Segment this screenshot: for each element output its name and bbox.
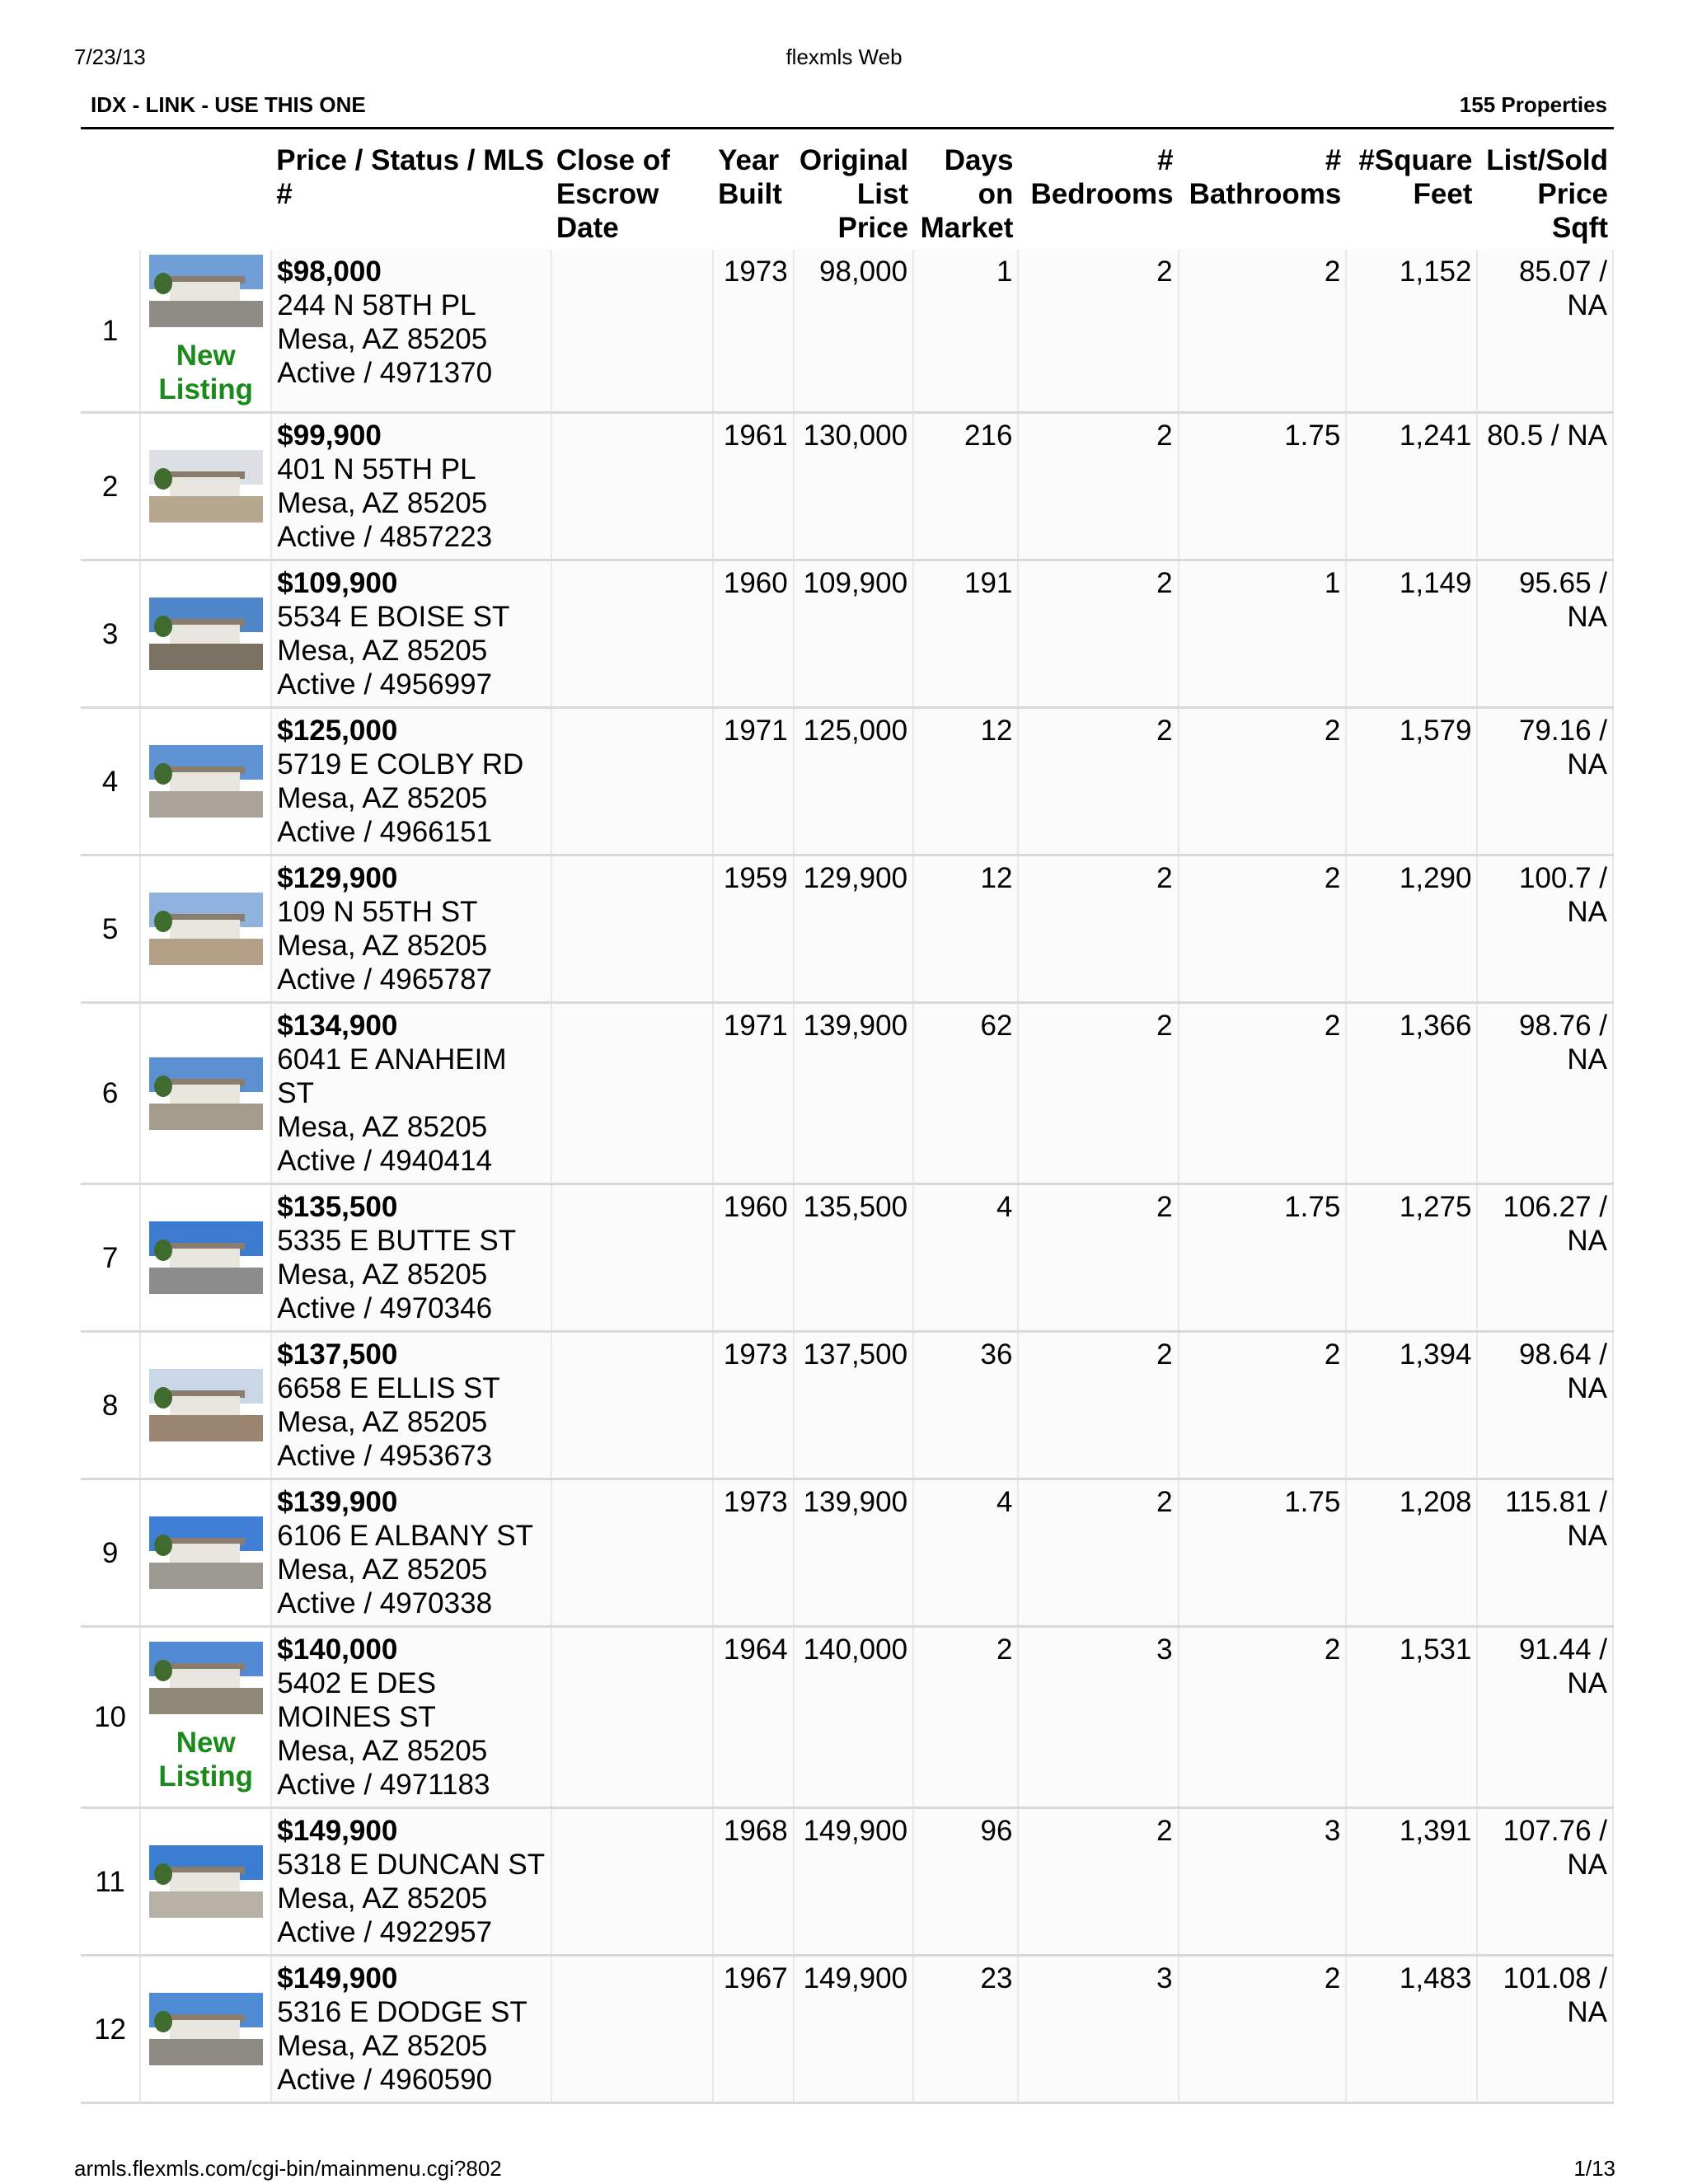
listing-photo[interactable] xyxy=(149,598,263,670)
listing-photo[interactable] xyxy=(149,1221,263,1294)
photo-house xyxy=(170,282,241,301)
photo-ground xyxy=(149,2039,263,2065)
listing-photo[interactable] xyxy=(149,1516,263,1589)
bedrooms: 2 xyxy=(1018,1479,1178,1627)
square-feet: 1,366 xyxy=(1346,1003,1477,1184)
col-bedrooms[interactable]: # Bedrooms xyxy=(1030,144,1174,210)
original-list-price: 98,000 xyxy=(794,250,913,413)
listing-address[interactable]: 5534 E BOISE ST xyxy=(277,601,510,633)
listing-photo-cell xyxy=(140,1332,271,1479)
photo-ground xyxy=(149,496,263,523)
listing-info xyxy=(271,560,551,708)
photo-house xyxy=(170,1872,241,1891)
listing-city: Mesa, AZ 85205 xyxy=(277,487,488,519)
bathrooms: 2 xyxy=(1179,1956,1347,2103)
listing-price[interactable]: $137,500 xyxy=(277,1338,398,1371)
days-on-market: 216 xyxy=(913,413,1018,560)
bathrooms: 2 xyxy=(1179,1627,1347,1808)
days-on-market: 191 xyxy=(913,560,1018,708)
original-list-price: 149,900 xyxy=(794,1956,913,2103)
days-on-market: 23 xyxy=(913,1956,1018,2103)
bathrooms: 2 xyxy=(1179,1003,1347,1184)
listing-photo[interactable] xyxy=(149,1369,263,1441)
original-list-price: 125,000 xyxy=(794,708,913,855)
square-feet: 1,391 xyxy=(1346,1808,1477,1956)
listing-address[interactable]: 5335 E BUTTE ST xyxy=(277,1225,517,1257)
listing-price[interactable]: $129,900 xyxy=(277,862,398,894)
days-on-market: 2 xyxy=(913,1627,1018,1808)
close-escrow-date xyxy=(551,1332,713,1479)
square-feet: 1,290 xyxy=(1346,855,1477,1003)
listing-info xyxy=(271,1956,551,2103)
col-list-sold-sqft[interactable]: List/Sold Price Sqft xyxy=(1486,144,1608,244)
listing-price[interactable]: $99,900 xyxy=(277,419,382,452)
table-row[interactable] xyxy=(81,1627,1613,1808)
year-built: 1961 xyxy=(713,413,794,560)
row-number: 2 xyxy=(81,413,140,560)
table-row[interactable] xyxy=(81,708,1613,855)
col-days-on-market[interactable]: Days on Market xyxy=(920,144,1014,244)
year-built: 1973 xyxy=(713,250,794,413)
listing-photo-cell xyxy=(140,413,271,560)
square-feet: 1,579 xyxy=(1346,708,1477,855)
listing-price[interactable]: $134,900 xyxy=(277,1010,398,1042)
new-listing-badge: New Listing xyxy=(158,1726,254,1793)
list-sold-price-sqft: 106.27 / NA xyxy=(1477,1184,1613,1332)
listing-body xyxy=(81,250,1613,2103)
listing-price[interactable]: $125,000 xyxy=(277,715,398,747)
listing-status-mls: Active / 4956997 xyxy=(277,668,493,701)
listing-photo[interactable] xyxy=(149,893,263,965)
list-sold-price-sqft: 98.64 / NA xyxy=(1477,1332,1613,1479)
listing-photo-cell xyxy=(140,1184,271,1332)
table-row[interactable] xyxy=(81,1184,1613,1332)
header-row xyxy=(81,140,1613,250)
photo-tree xyxy=(154,273,172,294)
days-on-market: 36 xyxy=(913,1332,1018,1479)
photo-tree xyxy=(154,1535,172,1556)
original-list-price: 109,900 xyxy=(794,560,913,708)
listing-photo-cell xyxy=(140,250,271,413)
col-year-built[interactable]: Year Built xyxy=(718,144,782,210)
days-on-market: 1 xyxy=(913,250,1018,413)
photo-ground xyxy=(149,1415,263,1441)
photo-house xyxy=(170,1085,241,1104)
photo-tree xyxy=(154,763,172,785)
listing-info xyxy=(271,1332,551,1479)
photo-house xyxy=(170,1669,241,1688)
listing-status-mls: Active / 4971370 xyxy=(277,357,493,389)
print-date: 7/23/13 xyxy=(74,45,146,69)
photo-tree xyxy=(154,616,172,637)
listing-status-mls: Active / 4970338 xyxy=(277,1587,493,1619)
listing-price[interactable]: $135,500 xyxy=(277,1191,398,1223)
listing-city: Mesa, AZ 85205 xyxy=(277,1406,488,1438)
original-list-price: 149,900 xyxy=(794,1808,913,1956)
table-row[interactable] xyxy=(81,250,1613,413)
listing-city: Mesa, AZ 85205 xyxy=(277,1554,488,1586)
close-escrow-date xyxy=(551,1479,713,1627)
square-feet: 1,241 xyxy=(1346,413,1477,560)
square-feet: 1,531 xyxy=(1346,1627,1477,1808)
square-feet: 1,394 xyxy=(1346,1332,1477,1479)
listing-city: Mesa, AZ 85205 xyxy=(277,1111,488,1143)
table-row[interactable] xyxy=(81,413,1613,560)
table-row[interactable] xyxy=(81,855,1613,1003)
square-feet: 1,208 xyxy=(1346,1479,1477,1627)
original-list-price: 130,000 xyxy=(794,413,913,560)
listing-city: Mesa, AZ 85205 xyxy=(277,782,488,814)
bathrooms: 2 xyxy=(1179,708,1347,855)
photo-tree xyxy=(154,1387,172,1408)
row-number: 9 xyxy=(81,1479,140,1627)
year-built: 1971 xyxy=(713,1003,794,1184)
original-list-price: 137,500 xyxy=(794,1332,913,1479)
close-escrow-date xyxy=(551,708,713,855)
listing-photo[interactable] xyxy=(149,1642,263,1714)
report-header xyxy=(81,91,1614,129)
listing-photo-cell xyxy=(140,1003,271,1184)
year-built: 1964 xyxy=(713,1627,794,1808)
close-escrow-date xyxy=(551,1184,713,1332)
listing-address[interactable]: 401 N 55TH PL xyxy=(277,453,476,485)
listing-city: Mesa, AZ 85205 xyxy=(277,930,488,962)
col-original-list-price[interactable]: Original List Price xyxy=(799,144,909,244)
listing-info xyxy=(271,708,551,855)
photo-ground xyxy=(149,1268,263,1294)
year-built: 1959 xyxy=(713,855,794,1003)
square-feet: 1,275 xyxy=(1346,1184,1477,1332)
listing-photo-cell xyxy=(140,560,271,708)
list-sold-price-sqft: 95.65 / NA xyxy=(1477,560,1613,708)
photo-tree xyxy=(154,1240,172,1261)
col-price-status-mls[interactable]: Price / Status / MLS # xyxy=(276,144,545,210)
listing-address[interactable]: 6658 E ELLIS ST xyxy=(277,1372,500,1404)
close-escrow-date xyxy=(551,413,713,560)
days-on-market: 12 xyxy=(913,855,1018,1003)
photo-house xyxy=(170,1544,241,1563)
listing-info xyxy=(271,855,551,1003)
table-row[interactable] xyxy=(81,1332,1613,1479)
close-escrow-date xyxy=(551,1627,713,1808)
row-number: 8 xyxy=(81,1332,140,1479)
listing-price[interactable]: $98,000 xyxy=(277,255,382,288)
days-on-market: 4 xyxy=(913,1479,1018,1627)
original-list-price: 139,900 xyxy=(794,1479,913,1627)
row-number: 10 xyxy=(81,1627,140,1808)
bedrooms: 2 xyxy=(1018,1184,1178,1332)
row-number: 3 xyxy=(81,560,140,708)
close-escrow-date xyxy=(551,1003,713,1184)
row-number: 6 xyxy=(81,1003,140,1184)
bathrooms: 3 xyxy=(1179,1808,1347,1956)
bedrooms: 2 xyxy=(1018,413,1178,560)
listing-photo[interactable] xyxy=(149,1845,263,1918)
listing-status-mls: Active / 4960590 xyxy=(277,2064,493,2096)
listing-info xyxy=(271,1479,551,1627)
listing-photo-cell xyxy=(140,708,271,855)
bedrooms: 3 xyxy=(1018,1956,1178,2103)
listing-info xyxy=(271,1808,551,1956)
report-title: IDX - LINK - USE THIS ONE xyxy=(91,92,366,117)
bedrooms: 2 xyxy=(1018,708,1178,855)
square-feet: 1,483 xyxy=(1346,1956,1477,2103)
original-list-price: 139,900 xyxy=(794,1003,913,1184)
days-on-market: 4 xyxy=(913,1184,1018,1332)
photo-house xyxy=(170,1249,241,1268)
bedrooms: 2 xyxy=(1018,250,1178,413)
row-number: 12 xyxy=(81,1956,140,2103)
listing-status-mls: Active / 4953673 xyxy=(277,1440,493,1472)
photo-house xyxy=(170,2020,241,2039)
listing-status-mls: Active / 4970346 xyxy=(277,1292,493,1324)
list-sold-price-sqft: 80.5 / NA xyxy=(1477,413,1613,560)
listing-address[interactable]: 6106 E ALBANY ST xyxy=(277,1520,533,1552)
listing-info xyxy=(271,1184,551,1332)
close-escrow-date xyxy=(551,1808,713,1956)
list-sold-price-sqft: 79.16 / NA xyxy=(1477,708,1613,855)
listing-status-mls: Active / 4971183 xyxy=(277,1769,490,1801)
listing-city: Mesa, AZ 85205 xyxy=(277,1258,488,1291)
list-sold-price-sqft: 98.76 / NA xyxy=(1477,1003,1613,1184)
photo-house xyxy=(170,920,241,939)
photo-ground xyxy=(149,1891,263,1918)
listing-info xyxy=(271,413,551,560)
photo-tree xyxy=(154,911,172,932)
listing-city: Mesa, AZ 85205 xyxy=(277,1882,488,1915)
col-photo xyxy=(140,140,271,250)
listing-address[interactable]: 5318 E DUNCAN ST xyxy=(277,1849,546,1881)
list-sold-price-sqft: 100.7 / NA xyxy=(1477,855,1613,1003)
list-sold-price-sqft: 101.08 / NA xyxy=(1477,1956,1613,2103)
listing-city: Mesa, AZ 85205 xyxy=(277,323,488,355)
listing-photo-cell xyxy=(140,1956,271,2103)
col-index xyxy=(81,140,140,250)
row-number: 5 xyxy=(81,855,140,1003)
table-row[interactable] xyxy=(81,1808,1613,1956)
listing-status-mls: Active / 4940414 xyxy=(277,1145,493,1177)
photo-ground xyxy=(149,1104,263,1130)
page-url: armls.flexmls.com/cgi-bin/mainmenu.cgi?802 xyxy=(74,2156,502,2181)
listing-photo-cell xyxy=(140,1627,271,1808)
listing-status-mls: Active / 4965787 xyxy=(277,963,493,996)
year-built: 1960 xyxy=(713,560,794,708)
listing-photo[interactable] xyxy=(149,450,263,523)
photo-tree xyxy=(154,2011,172,2032)
listing-price[interactable]: $149,900 xyxy=(277,1815,398,1847)
year-built: 1968 xyxy=(713,1808,794,1956)
listing-status-mls: Active / 4966151 xyxy=(277,816,493,848)
square-feet: 1,152 xyxy=(1346,250,1477,413)
bathrooms: 1.75 xyxy=(1179,413,1347,560)
bedrooms: 2 xyxy=(1018,1332,1178,1479)
close-escrow-date xyxy=(551,855,713,1003)
listing-address[interactable]: 5719 E COLBY RD xyxy=(277,748,524,780)
listing-price[interactable]: $139,900 xyxy=(277,1486,398,1518)
listing-status-mls: Active / 4922957 xyxy=(277,1916,493,1948)
original-list-price: 140,000 xyxy=(794,1627,913,1808)
listing-status-mls: Active / 4857223 xyxy=(277,521,493,553)
listings-table xyxy=(81,140,1614,2104)
photo-ground xyxy=(149,1688,263,1714)
photo-ground xyxy=(149,301,263,327)
listing-info xyxy=(271,250,551,413)
listing-photo-cell xyxy=(140,1808,271,1956)
listing-address[interactable]: 6041 E ANAHEIM ST xyxy=(277,1043,507,1109)
list-sold-price-sqft: 115.81 / NA xyxy=(1477,1479,1613,1627)
close-escrow-date xyxy=(551,560,713,708)
list-sold-price-sqft: 91.44 / NA xyxy=(1477,1627,1613,1808)
original-list-price: 129,900 xyxy=(794,855,913,1003)
close-escrow-date xyxy=(551,1956,713,2103)
bathrooms: 1.75 xyxy=(1179,1479,1347,1627)
listing-price[interactable]: $149,900 xyxy=(277,1962,398,1994)
photo-tree xyxy=(154,1863,172,1885)
photo-house xyxy=(170,625,241,644)
year-built: 1971 xyxy=(713,708,794,855)
bathrooms: 2 xyxy=(1179,855,1347,1003)
listing-address[interactable]: 244 N 58TH PL xyxy=(277,289,476,321)
listing-photo[interactable] xyxy=(149,255,263,327)
row-number: 7 xyxy=(81,1184,140,1332)
page-number: 1/13 xyxy=(1573,2156,1615,2181)
col-close-escrow[interactable]: Close of Escrow Date xyxy=(556,144,670,244)
bathrooms: 2 xyxy=(1179,250,1347,413)
bathrooms: 2 xyxy=(1179,1332,1347,1479)
list-sold-price-sqft: 107.76 / NA xyxy=(1477,1808,1613,1956)
photo-house xyxy=(170,477,241,496)
print-header xyxy=(0,45,1688,73)
row-number: 4 xyxy=(81,708,140,855)
row-number: 1 xyxy=(81,250,140,413)
listing-price[interactable]: $109,900 xyxy=(277,567,398,599)
print-title: flexmls Web xyxy=(785,45,903,69)
listing-city: Mesa, AZ 85205 xyxy=(277,2030,488,2062)
table-row[interactable] xyxy=(81,560,1613,708)
photo-house xyxy=(170,1396,241,1415)
year-built: 1960 xyxy=(713,1184,794,1332)
bedrooms: 2 xyxy=(1018,855,1178,1003)
year-built: 1973 xyxy=(713,1479,794,1627)
photo-ground xyxy=(149,644,263,670)
listing-photo[interactable] xyxy=(149,1993,263,2065)
bathrooms: 1 xyxy=(1179,560,1347,708)
col-square-feet[interactable]: #Square Feet xyxy=(1358,144,1473,210)
year-built: 1973 xyxy=(713,1332,794,1479)
bathrooms: 1.75 xyxy=(1179,1184,1347,1332)
table-row[interactable] xyxy=(81,1003,1613,1184)
square-feet: 1,149 xyxy=(1346,560,1477,708)
listing-address[interactable]: 5316 E DODGE ST xyxy=(277,1996,528,2028)
listing-address[interactable]: 5402 E DES MOINES ST xyxy=(277,1667,436,1733)
bedrooms: 2 xyxy=(1018,1808,1178,1956)
property-count: 155 Properties xyxy=(1459,92,1607,117)
table-row[interactable] xyxy=(81,1956,1613,2103)
bedrooms: 2 xyxy=(1018,1003,1178,1184)
original-list-price: 135,500 xyxy=(794,1184,913,1332)
new-listing-badge: New Listing xyxy=(158,340,254,405)
photo-tree xyxy=(154,1076,172,1097)
days-on-market: 96 xyxy=(913,1808,1018,1956)
listing-photo[interactable] xyxy=(149,1057,263,1130)
listing-city: Mesa, AZ 85205 xyxy=(277,635,488,667)
listing-info xyxy=(271,1627,551,1808)
photo-house xyxy=(170,772,241,791)
close-escrow-date xyxy=(551,250,713,413)
listing-info xyxy=(271,1003,551,1184)
col-bathrooms[interactable]: # Bathrooms xyxy=(1189,144,1342,210)
listing-price[interactable]: $140,000 xyxy=(277,1633,398,1666)
table-row[interactable] xyxy=(81,1479,1613,1627)
bedrooms: 2 xyxy=(1018,560,1178,708)
photo-ground xyxy=(149,1563,263,1589)
photo-tree xyxy=(154,468,172,490)
list-sold-price-sqft: 85.07 / NA xyxy=(1477,250,1613,413)
listing-address[interactable]: 109 N 55TH ST xyxy=(277,896,478,928)
bedrooms: 3 xyxy=(1018,1627,1178,1808)
listing-city: Mesa, AZ 85205 xyxy=(277,1735,488,1767)
photo-ground xyxy=(149,939,263,965)
year-built: 1967 xyxy=(713,1956,794,2103)
row-number: 11 xyxy=(81,1808,140,1956)
listing-photo-cell xyxy=(140,1479,271,1627)
days-on-market: 12 xyxy=(913,708,1018,855)
listing-photo[interactable] xyxy=(149,745,263,818)
listing-photo-cell xyxy=(140,855,271,1003)
photo-tree xyxy=(154,1660,172,1681)
days-on-market: 62 xyxy=(913,1003,1018,1184)
photo-ground xyxy=(149,791,263,818)
